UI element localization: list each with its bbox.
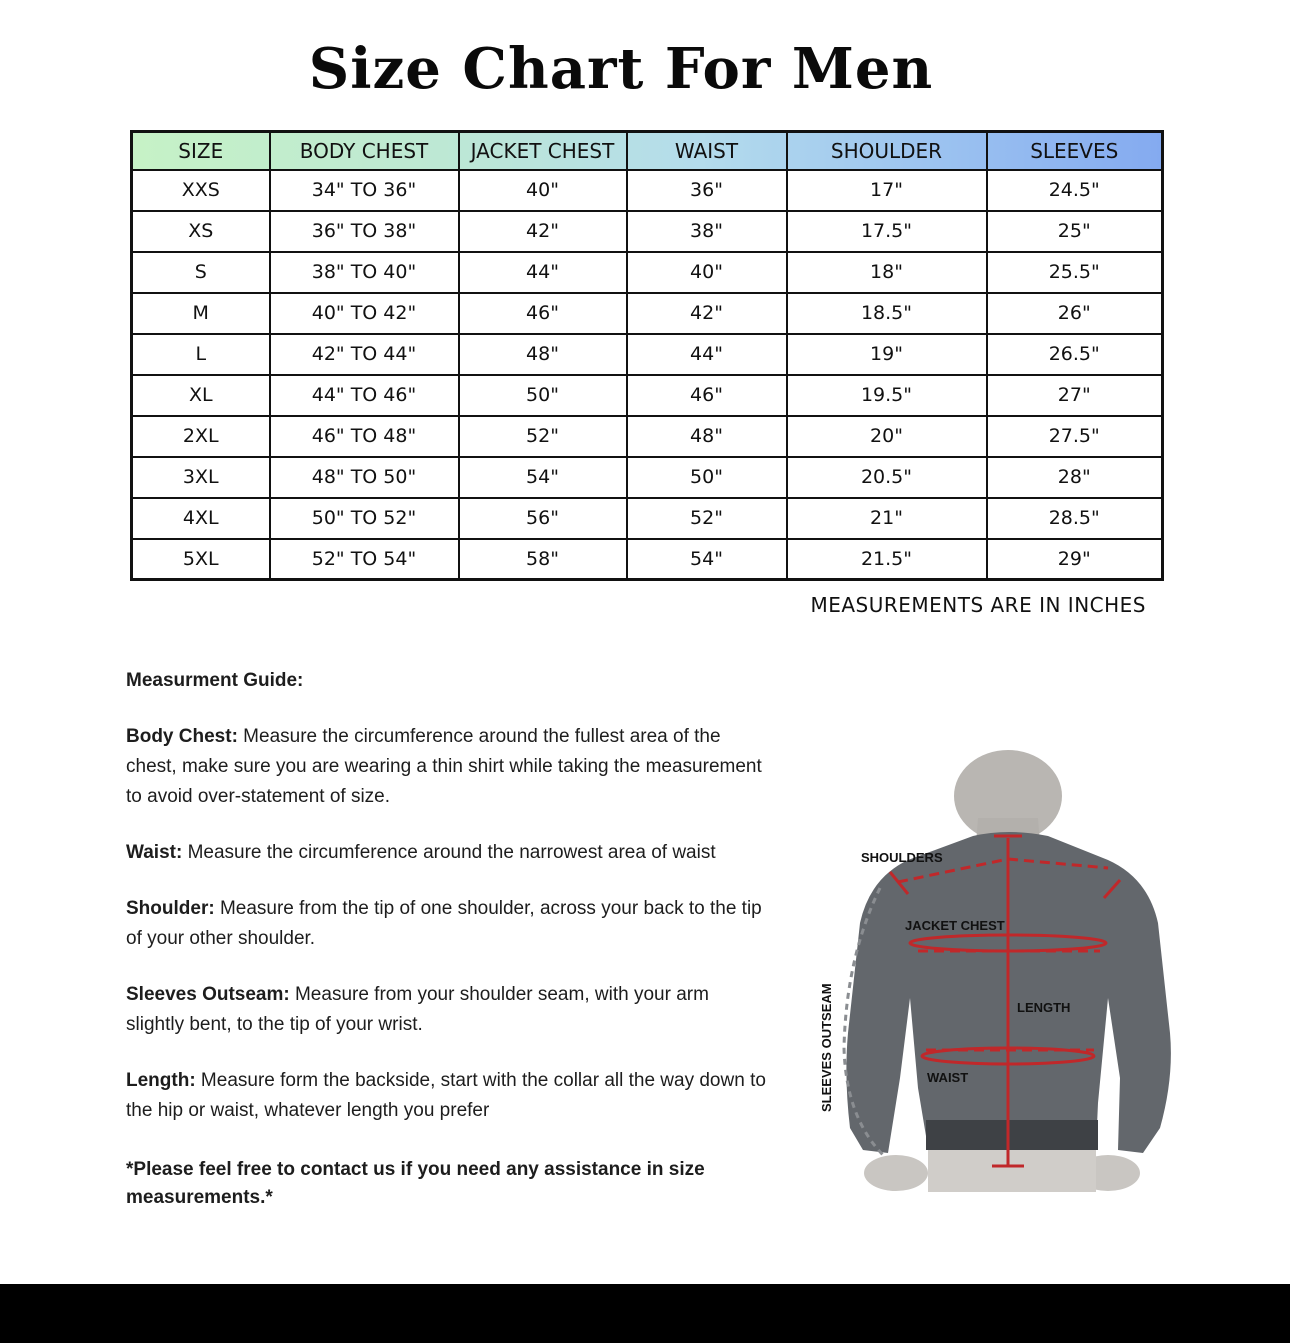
guide-item-body-chest	[126, 722, 766, 812]
table-row	[132, 211, 1163, 252]
cell-body-chest: 48" TO 50"	[270, 457, 459, 498]
guide-term: Sleeves Outseam:	[126, 984, 290, 1005]
label-jacket-chest: JACKET CHEST	[905, 918, 1005, 933]
cell-sleeves: 29"	[987, 539, 1163, 580]
table-row	[132, 334, 1163, 375]
jacket-waistband	[926, 1120, 1098, 1150]
cell-sleeves: 28.5"	[987, 498, 1163, 539]
cell-body-chest: 46" TO 48"	[270, 416, 459, 457]
cell-size: 4XL	[132, 498, 270, 539]
cell-jacket-chest: 54"	[459, 457, 627, 498]
cell-shoulder: 19.5"	[787, 375, 987, 416]
cell-body-chest: 44" TO 46"	[270, 375, 459, 416]
label-sleeves-outseam: SLEEVES OUTSEAM	[819, 983, 834, 1112]
table-row	[132, 375, 1163, 416]
cell-sleeves: 25"	[987, 211, 1163, 252]
guide-text: Measure the circumference around the narrowest area of waist	[182, 842, 716, 863]
cell-sleeves: 26"	[987, 293, 1163, 334]
table-row	[132, 252, 1163, 293]
header-waist: WAIST	[627, 132, 787, 170]
table-row	[132, 539, 1163, 580]
cell-waist: 50"	[627, 457, 787, 498]
units-note: MEASUREMENTS ARE IN INCHES	[810, 593, 1146, 617]
table-body	[132, 170, 1163, 580]
cell-jacket-chest: 48"	[459, 334, 627, 375]
cell-body-chest: 50" TO 52"	[270, 498, 459, 539]
guide-item-sleeves-outseam	[126, 980, 766, 1040]
cell-shoulder: 17.5"	[787, 211, 987, 252]
cell-body-chest: 38" TO 40"	[270, 252, 459, 293]
cell-jacket-chest: 56"	[459, 498, 627, 539]
cell-sleeves: 24.5"	[987, 170, 1163, 211]
header-body-chest: BODY CHEST	[270, 132, 459, 170]
cell-jacket-chest: 40"	[459, 170, 627, 211]
cell-body-chest: 52" TO 54"	[270, 539, 459, 580]
cell-sleeves: 26.5"	[987, 334, 1163, 375]
measurement-guide	[126, 666, 766, 1212]
guide-text: Measure the circumference around the fullest area of the chest, make sure you are wearing a thin shirt while taking the measurement to avoid over-statement of size.	[126, 726, 762, 807]
cell-waist: 46"	[627, 375, 787, 416]
header-sleeves: SLEEVES	[987, 132, 1163, 170]
cell-shoulder: 18.5"	[787, 293, 987, 334]
cell-waist: 40"	[627, 252, 787, 293]
cell-sleeves: 28"	[987, 457, 1163, 498]
table-row	[132, 457, 1163, 498]
footer-bar	[0, 1284, 1290, 1343]
cell-sleeves: 25.5"	[987, 252, 1163, 293]
cell-jacket-chest: 44"	[459, 252, 627, 293]
cell-shoulder: 21"	[787, 498, 987, 539]
cell-size: 5XL	[132, 539, 270, 580]
header-jacket-chest: JACKET CHEST	[459, 132, 627, 170]
table-row	[132, 293, 1163, 334]
cell-size: S	[132, 252, 270, 293]
page-title: Size Chart For Men	[308, 36, 934, 102]
cell-waist: 36"	[627, 170, 787, 211]
guide-item-length	[126, 1066, 766, 1126]
cell-body-chest: 36" TO 38"	[270, 211, 459, 252]
cell-jacket-chest: 52"	[459, 416, 627, 457]
cell-body-chest: 42" TO 44"	[270, 334, 459, 375]
cell-sleeves: 27.5"	[987, 416, 1163, 457]
guide-term: Length:	[126, 1070, 196, 1091]
guide-term: Shoulder:	[126, 898, 215, 919]
cell-size: XXS	[132, 170, 270, 211]
cell-jacket-chest: 46"	[459, 293, 627, 334]
cell-size: M	[132, 293, 270, 334]
cell-size: XS	[132, 211, 270, 252]
cell-waist: 48"	[627, 416, 787, 457]
guide-text: Measure from your shoulder seam, with your arm slightly bent, to the tip of your wrist.	[126, 984, 709, 1035]
cell-shoulder: 20"	[787, 416, 987, 457]
jacket-measurement-diagram	[808, 748, 1188, 1198]
cell-jacket-chest: 42"	[459, 211, 627, 252]
cell-shoulder: 17"	[787, 170, 987, 211]
contact-note: *Please feel free to contact us if you need any assistance in size measurements.*	[126, 1159, 705, 1208]
cell-body-chest: 34" TO 36"	[270, 170, 459, 211]
table-header-row	[132, 132, 1163, 170]
cell-size: 3XL	[132, 457, 270, 498]
guide-item-waist	[126, 838, 766, 868]
cell-shoulder: 19"	[787, 334, 987, 375]
cell-shoulder: 18"	[787, 252, 987, 293]
cell-size: 2XL	[132, 416, 270, 457]
cell-jacket-chest: 58"	[459, 539, 627, 580]
left-hand-shape	[864, 1155, 928, 1191]
cell-size: XL	[132, 375, 270, 416]
cell-waist: 42"	[627, 293, 787, 334]
cell-jacket-chest: 50"	[459, 375, 627, 416]
guide-heading: Measurment Guide:	[126, 670, 304, 691]
cell-waist: 54"	[627, 539, 787, 580]
guide-term: Body Chest:	[126, 726, 238, 747]
guide-text: Measure form the backside, start with the collar all the way down to the hip or waist, whatever length you prefer	[126, 1070, 766, 1121]
trouser-shape	[928, 1150, 1096, 1192]
cell-size: L	[132, 334, 270, 375]
label-shoulders: SHOULDERS	[861, 850, 943, 865]
cell-body-chest: 40" TO 42"	[270, 293, 459, 334]
cell-waist: 44"	[627, 334, 787, 375]
cell-waist: 38"	[627, 211, 787, 252]
header-size: SIZE	[132, 132, 270, 170]
cell-shoulder: 20.5"	[787, 457, 987, 498]
table-row	[132, 498, 1163, 539]
cell-shoulder: 21.5"	[787, 539, 987, 580]
label-waist: WAIST	[927, 1070, 969, 1085]
size-chart-table	[130, 130, 1164, 581]
guide-text: Measure from the tip of one shoulder, across your back to the tip of your other shoulder.	[126, 898, 762, 949]
cell-sleeves: 27"	[987, 375, 1163, 416]
label-length: LENGTH	[1017, 1000, 1071, 1015]
guide-term: Waist:	[126, 842, 183, 863]
table-row	[132, 170, 1163, 211]
cell-waist: 52"	[627, 498, 787, 539]
table-row	[132, 416, 1163, 457]
header-shoulder: SHOULDER	[787, 132, 987, 170]
guide-item-shoulder	[126, 894, 766, 954]
